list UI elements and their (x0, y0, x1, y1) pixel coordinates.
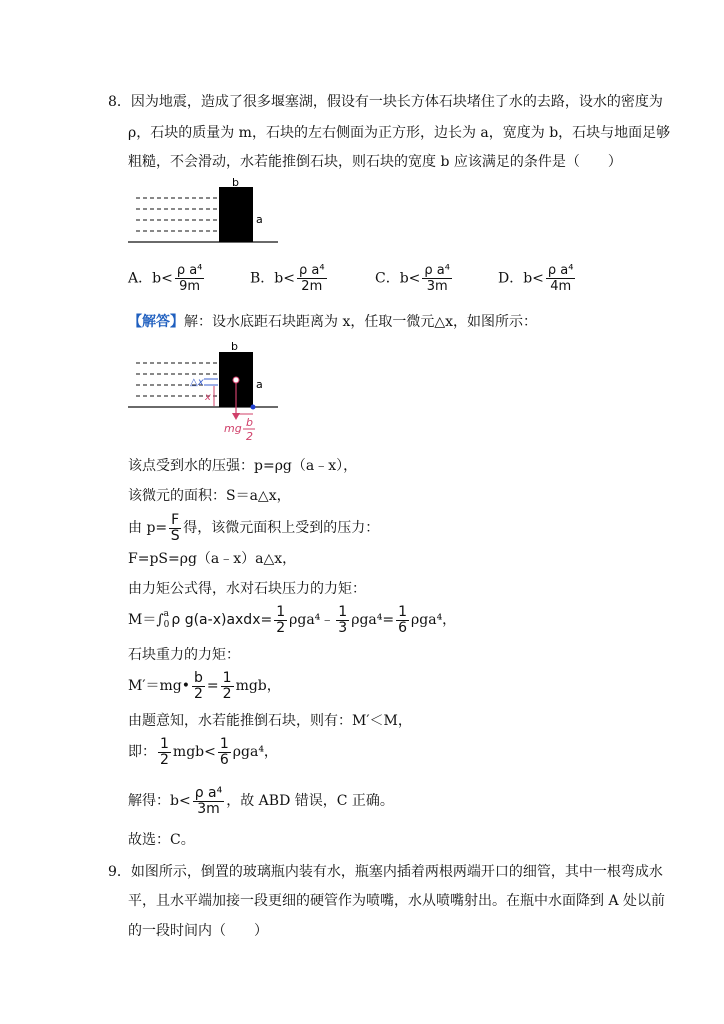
option-c-num: ρ a⁴ (424, 263, 450, 278)
sol-den: 3m (197, 800, 220, 817)
m-f1-num: 1 (276, 603, 286, 620)
answer-tag: 【解答】 (128, 314, 184, 330)
from-p-den: S (170, 527, 180, 544)
sol-end: ，故 ABD 错误，C 正确。 (226, 793, 394, 809)
option-b-letter: B．b< (250, 270, 295, 287)
ie-f2-num: 1 (219, 735, 229, 752)
m-int-upper: a (163, 609, 170, 619)
option-c-letter: C．b< (375, 270, 421, 287)
fig2-label-b2-den: 2 (246, 430, 253, 443)
m-int-lower: 0 (163, 620, 170, 630)
center-of-mass (233, 377, 239, 383)
ie-mid: mgb< (172, 744, 216, 760)
option-b-num: ρ a⁴ (298, 263, 325, 278)
option-a-letter: A．b< (128, 270, 173, 287)
q9-line3: 的一段时间内（ ） (128, 923, 268, 939)
m-pre: M＝∫ (128, 612, 164, 628)
option-a-num: ρ a⁴ (176, 263, 203, 278)
ie-end: ρga⁴， (232, 744, 278, 760)
option-d-letter: D．b< (498, 270, 544, 287)
option-c[interactable] (375, 263, 454, 294)
fig2-label-x: x (205, 392, 211, 403)
m-f1-den: 2 (276, 619, 286, 636)
m-mid1: ρga⁴﹣ (289, 612, 335, 628)
answer-moment-intro: 由力矩公式得，水对石块压力的力矩： (128, 581, 366, 597)
fig2-label-mg: mg (224, 422, 242, 435)
q8-line3: 粗糙，不会滑动，水若能推倒石块，则石块的宽度 b 应该满足的条件是（ ） (128, 154, 622, 170)
m-f2-num: 1 (338, 603, 348, 620)
fig1-label-b: b (232, 176, 239, 189)
ie-f1-den: 2 (160, 751, 169, 768)
answer-intro: 解：设水底距石块距离为 x，任取一微元△x，如图所示： (184, 314, 538, 330)
stone-block (219, 187, 253, 242)
figure-stone-water (128, 176, 283, 248)
answer-from-p (128, 511, 379, 545)
ie-pre: 即： (128, 744, 156, 760)
answer-solution (128, 782, 394, 820)
q8-line1: 8．因为地震，造成了很多堰塞湖，假设有一块长方体石块堵住了水的去路，设水的密度为 (108, 94, 663, 110)
m-end: ρga⁴， (411, 612, 457, 628)
m-f3-num: 1 (398, 603, 408, 620)
pivot-point (251, 405, 256, 410)
q9-line1: 9．如图所示，倒置的玻璃瓶内装有水，瓶塞内插着两根两端开口的细管，其中一根弯成水 (108, 864, 663, 880)
mp-f2-num: 1 (222, 669, 232, 686)
mp-end: mgb， (235, 678, 281, 694)
option-d-num: ρ a⁴ (547, 263, 574, 278)
q9-line2: 平，且水平端加接一段更细的硬管作为喷嘴，水从喷嘴射出。在瓶中水面降到 A 处以前 (128, 893, 666, 909)
mp-f1-den: 2 (194, 685, 203, 702)
answer-choice: 故选：C。 (128, 832, 195, 848)
answer-gravity-moment (128, 668, 281, 704)
answer-inequality (128, 734, 278, 770)
fig2-label-a: a (256, 378, 263, 391)
ie-f2-den: 6 (219, 751, 229, 768)
sol-pre: 解得：b< (128, 793, 191, 809)
m-mid2: ρga⁴= (351, 612, 395, 628)
q8-line2: ρ，石块的质量为 m，石块的左右侧面为正方形，边长为 a，宽度为 b，石块与地面足够 (128, 125, 671, 141)
answer-force: F=pS=ρg（a﹣x）a△x， (128, 551, 297, 567)
fig2-label-dx: △x (190, 377, 204, 388)
from-p-post: 得，该微元面积上受到的压力： (183, 520, 380, 536)
mp-eq: = (206, 678, 219, 694)
option-a-den: 9m (179, 279, 201, 294)
option-d[interactable] (498, 263, 577, 294)
fig2-label-b: b (231, 340, 238, 353)
option-c-den: 3m (426, 279, 448, 294)
option-d-den: 4m (550, 279, 572, 294)
answer-pressure: 该点受到水的压强：p=ρg（a﹣x）， (128, 458, 358, 474)
option-b-den: 2m (301, 279, 323, 294)
m-f2-den: 3 (338, 619, 348, 636)
answer-condition: 由题意知，水若能推倒石块，则有：M′＜M， (128, 713, 412, 729)
fig2-label-b2-num: b (246, 416, 253, 429)
answer-moment-formula (128, 602, 456, 638)
from-p-num: F (171, 511, 180, 528)
ie-f1-num: 1 (160, 735, 169, 752)
mp-f1-num: b (194, 669, 203, 686)
mp-pre: M′＝mg• (128, 678, 191, 694)
answer-intro-line (128, 312, 537, 332)
answer-area: 该微元的面积：S＝a△x， (128, 488, 291, 504)
figure-stone-element (128, 338, 288, 446)
sol-num: ρ a⁴ (194, 784, 223, 801)
m-integrand: ρ g(a-x)axdx= (171, 612, 273, 628)
m-f3-den: 6 (398, 619, 408, 636)
mp-f2-den: 2 (222, 685, 232, 702)
option-b[interactable] (250, 263, 329, 294)
from-p-pre: 由 p= (128, 520, 168, 536)
option-a[interactable] (128, 263, 206, 294)
fig1-label-a: a (256, 213, 263, 226)
answer-gravity-intro: 石块重力的力矩： (128, 647, 240, 663)
